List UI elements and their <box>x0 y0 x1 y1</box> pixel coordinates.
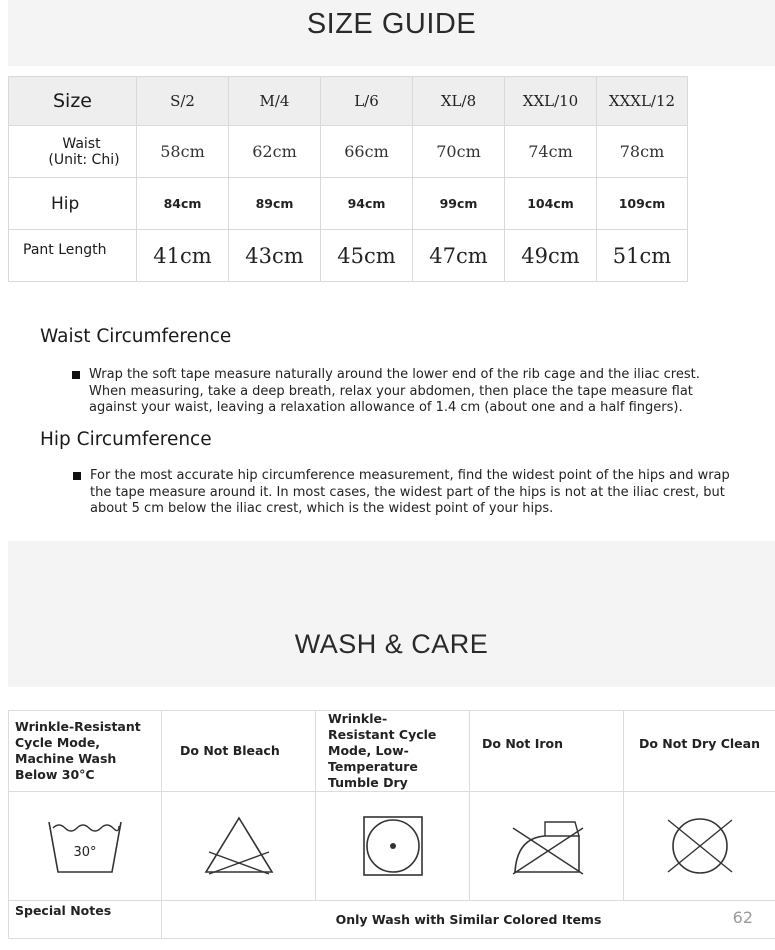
care-label-cell <box>624 711 775 792</box>
table-cell: 94cm <box>321 178 413 230</box>
table-cell: 99cm <box>413 178 505 230</box>
bullet-icon <box>72 371 80 379</box>
size-guide-banner <box>8 0 775 66</box>
do-not-iron-icon <box>505 814 589 878</box>
table-cell: 89cm <box>229 178 321 230</box>
table-cell: 47cm <box>413 230 505 282</box>
table-cell: 58cm <box>137 126 229 178</box>
waist-instructions <box>72 367 732 417</box>
machine-wash-30-icon <box>43 814 127 878</box>
size-table <box>8 76 688 282</box>
size-header-l: L/6 <box>321 77 413 126</box>
wash-care-banner <box>8 541 775 687</box>
waist-circumference-heading: Waist Circumference <box>40 326 232 347</box>
table-cell: 109cm <box>597 178 688 230</box>
table-cell: 70cm <box>413 126 505 178</box>
special-notes-label: Special Notes <box>15 903 112 918</box>
special-notes-value-cell <box>162 901 775 939</box>
waist-unit-label: (Unit: Chi) <box>48 151 120 168</box>
size-guide-title: SIZE GUIDE <box>306 8 477 40</box>
do-not-bleach-icon <box>201 814 277 878</box>
special-notes-row <box>9 901 775 939</box>
wash-care-title: WASH & CARE <box>294 629 489 659</box>
care-icon-cell <box>470 792 624 901</box>
table-cell: 66cm <box>321 126 413 178</box>
care-label-cell <box>470 711 624 792</box>
size-header-row <box>9 77 688 126</box>
pant-length-row <box>9 230 688 282</box>
care-label-do-not-iron: Do Not Iron <box>482 736 563 751</box>
table-cell: 74cm <box>505 126 597 178</box>
care-label-cell <box>9 711 162 792</box>
size-header-m: M/4 <box>229 77 321 126</box>
hip-instructions-text: For the most accurate hip circumference measurement, find the widest point of the hips and wrap the tape measure around it. In most cases, the widest part of the hips is not at the iliac crest, but about 5 cm below the iliac crest, which is the widest point of your hips. <box>90 468 730 516</box>
hip-circumference-heading: Hip Circumference <box>40 429 212 450</box>
hip-row <box>9 178 688 230</box>
table-cell: 41cm <box>137 230 229 282</box>
care-label-tumble-dry: Wrinkle-Resistant Cycle Mode, Low-Temperature Tumble Dry <box>328 711 437 790</box>
hip-row-label: Hip <box>9 178 137 230</box>
size-header-s: S/2 <box>137 77 229 126</box>
table-cell: 51cm <box>597 230 688 282</box>
table-cell: 45cm <box>321 230 413 282</box>
table-cell: 78cm <box>597 126 688 178</box>
size-header-xl: XL/8 <box>413 77 505 126</box>
care-table <box>8 710 775 939</box>
size-header-xxxl: XXXL/12 <box>597 77 688 126</box>
care-label-cell <box>316 711 470 792</box>
page-number: 62 <box>732 908 753 927</box>
care-icon-cell <box>9 792 162 901</box>
waist-row-label <box>9 126 137 178</box>
tumble-dry-low-icon <box>361 814 425 878</box>
care-label-machine-wash: Wrinkle-Resistant Cycle Mode, Machine Wash Below 30°C <box>15 719 141 782</box>
table-cell: 49cm <box>505 230 597 282</box>
waist-label: Waist <box>62 135 101 152</box>
special-notes-label-cell <box>9 901 162 939</box>
wash-temperature-label: 30° <box>73 845 97 860</box>
care-label-row <box>9 711 775 792</box>
hip-instructions <box>73 468 733 518</box>
special-notes-text: Only Wash with Similar Colored Items <box>335 912 602 927</box>
table-cell: 84cm <box>137 178 229 230</box>
bullet-icon <box>73 472 81 480</box>
table-cell: 43cm <box>229 230 321 282</box>
pant-length-row-label: Pant Length <box>9 230 137 282</box>
waist-instructions-text: Wrap the soft tape measure naturally around the lower end of the rib cage and the iliac crest. When measuring, take a deep breath, relax your abdomen, then place the tape measure flat against your waist, leaving a relaxation allowance of 1.4 cm (about one and a half fingers). <box>89 367 700 415</box>
do-not-dry-clean-icon <box>662 814 738 878</box>
care-label-do-not-dry-clean: Do Not Dry Clean <box>638 736 760 751</box>
care-label-cell <box>162 711 316 792</box>
size-header-xxl: XXL/10 <box>505 77 597 126</box>
table-cell: 104cm <box>505 178 597 230</box>
care-icon-cell <box>316 792 470 901</box>
care-icon-row <box>9 792 775 901</box>
care-icon-cell <box>624 792 775 901</box>
table-cell: 62cm <box>229 126 321 178</box>
care-icon-cell <box>162 792 316 901</box>
care-label-do-not-bleach: Do Not Bleach <box>180 743 280 758</box>
size-column-header: Size <box>9 77 137 126</box>
waist-row <box>9 126 688 178</box>
